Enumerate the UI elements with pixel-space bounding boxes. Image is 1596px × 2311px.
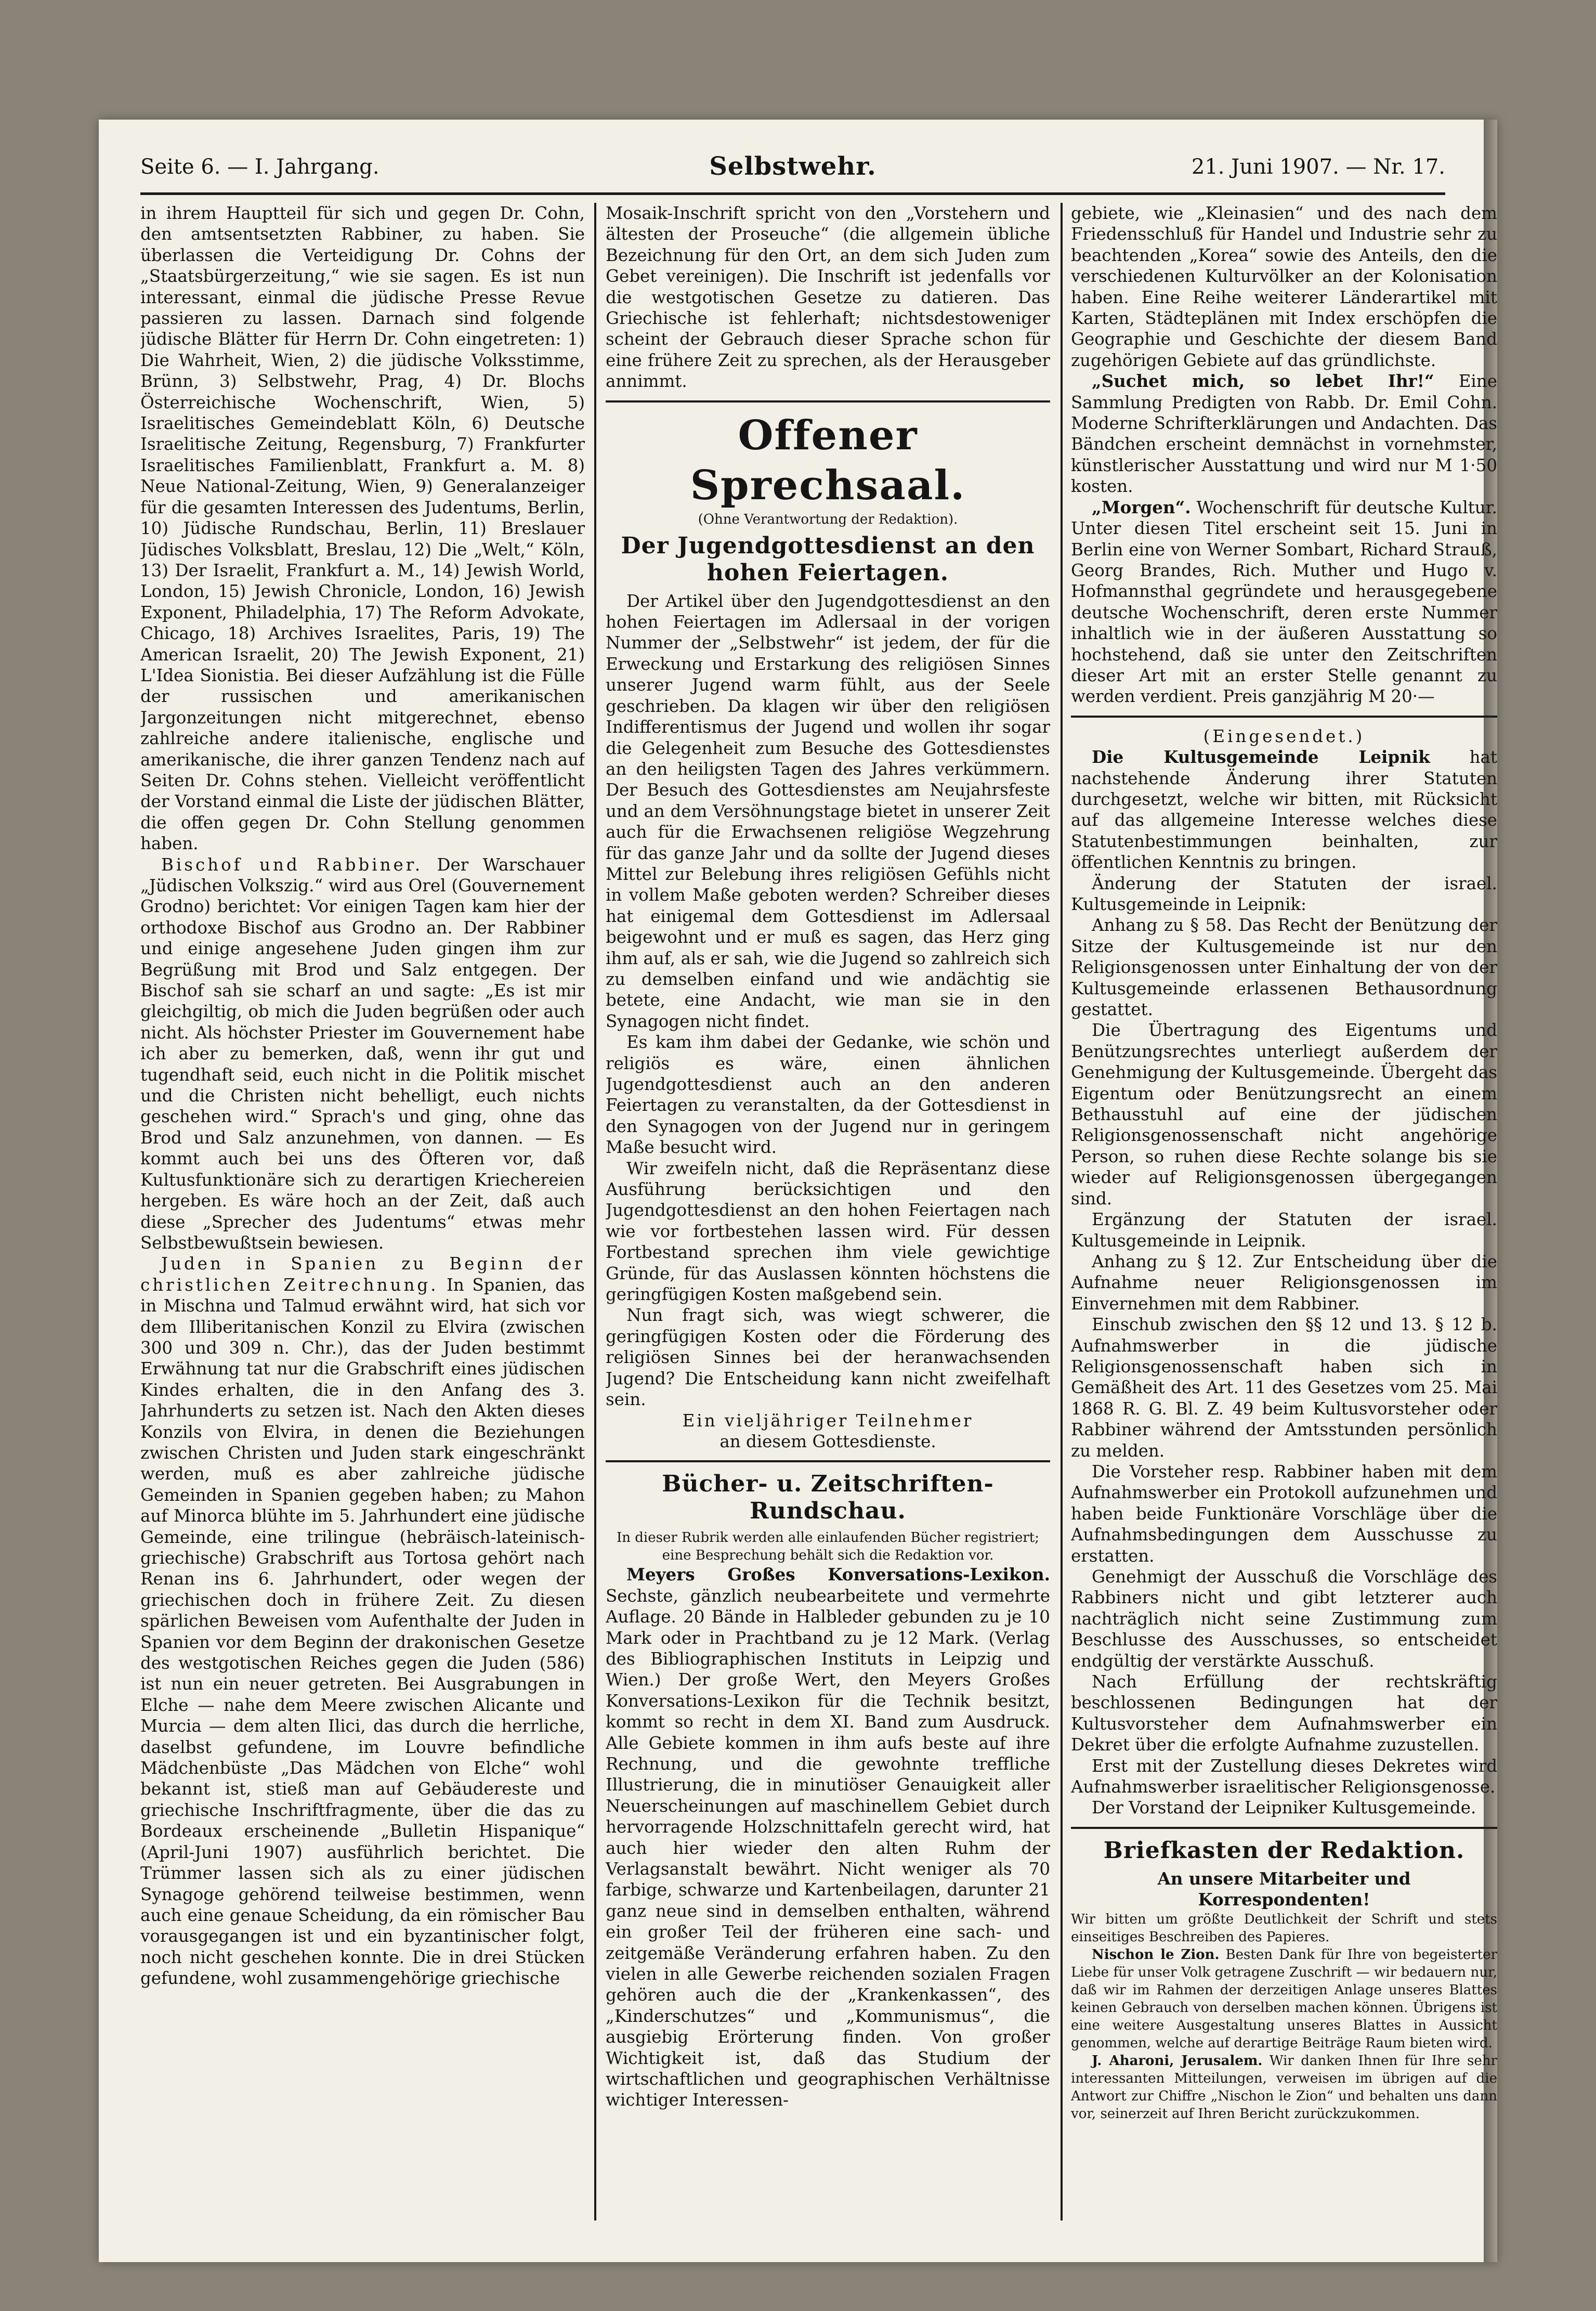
col3-text-suchet: Eine Sammlung Predigten von Rabb. Dr. Emil Cohn. Moderne Schrifterklärungen und Andachten. Das Bändchen erscheint demnächst in vornehmster, künstlerischer Ausstattung und wird nur M 1·50 kosten.	[1071, 371, 1497, 497]
newspaper-page	[99, 120, 1497, 2262]
rundschau-note: In dieser Rubrik werden alle einlaufenden Bücher registriert; eine Besprechung behält sich die Redaktion vor.	[616, 1530, 1040, 1564]
divider	[606, 400, 1050, 403]
col2-paragraph-1: Mosaik-Inschrift spricht von den „Vorstehern und ältesten der Proseuche“ (die allgemein übliche Bezeichnung für den Ort, an dem sich Juden zum Gebet vereinigen). Die Inschrift ist jedenfalls vor die westgotischen Gesetze zu datieren. Das Griechische ist fehlerhaft; nichtsdestoweniger scheint der Gebrauch dieser Sprache schon für eine frühere Zeit zu sprechen, als der Herausgeber annimmt.	[606, 203, 1050, 392]
col3-paragraph-3	[1071, 497, 1497, 707]
col3-kult-signature: Der Vorstand der Leipniker Kultusgemeinde.	[1092, 1798, 1476, 1818]
col1-heading-bischof: Bischof und Rabbiner.	[161, 854, 423, 875]
briefkasten-paragraph-3	[1071, 2052, 1497, 2123]
briefkasten-text-aharoni: Wir danken Ihnen für Ihre sehr interessanten Mitteilungen, verweisen im übrigen auf die Antwort zur Chiffre „Nischon le Zion“ und behalten uns dann vor, seinerzeit auf Ihren Bericht zurückzukommen.	[1071, 2053, 1497, 2122]
header-right: 21. Juni 1907. — Nr. 17.	[1191, 155, 1445, 179]
section-subnote: (Ohne Verantwortung der Redaktion).	[698, 511, 958, 527]
col3-paragraph-2	[1071, 371, 1497, 497]
article-title-jugendgottesdienst: Der Jugendgottesdienst an den hohen Feiertagen.	[621, 532, 1035, 586]
section-title-rundschau: Bücher- u. Zeitschriften-Rundschau.	[662, 1471, 994, 1525]
briefkasten-text-nischon: Besten Dank für Ihre von begeisterter Liebe für unser Volk getragene Zuschrift — wir bedauern nur, daß wir im Rahmen der derzeitigen Anlage unseres Blattes keinen Gebrauch von derselben machen können. Übrigens ist eine weitere Ausgestaltung unseres Blattes in Aussicht genommen, welche auf derartige Beiträge Raum bieten wird.	[1071, 1946, 1497, 2051]
briefkasten-paragraph-2	[1071, 1946, 1497, 2052]
divider	[1071, 716, 1497, 718]
col1-text-spanien: In Spanien, das in Mischna und Talmud erwähnt wird, hat sich vor dem Illiberitanischen Konzil zu Elvira (zwischen 300 und 309 n. Chr.), das der Juden bestimmt Erwähnung tat nur die Grabschrift eines jüdischen Kindes erhalten, die in den Anfang des 3. Jahrhunderts zu setzen ist. Nach den Akten dieses Konzils von Elvira, in denen die Beziehungen zwischen Christen und Juden stark eingeschränkt werden, muß es aber zahlreiche jüdische Gemeinden in Spanien gegeben haben; zu Mahon auf Minorca blühte im 5. Jahrhundert eine jüdische Gemeinde, eine trilingue (hebräisch-lateinisch-griechische) Grabschrift aus Tortosa gehört nach Renan ins 6. Jahrhundert, oder wegen der griechischen doch in frühere Zeit. Zu diesen spärlichen Beweisen vom Aufenthalte der Juden in Spanien vor dem Beginn der drakonischen Gesetze des westgotischen Reiches gegen die Juden (586) ist nun ein neuer getreten. Bei Ausgrabungen in Elche — nahe dem Meere zwischen Alicante und Murcia — dem alten Ilici, das durch die herrliche, daselbst gefundene, im Louvre befindliche Mädchenbüste „Das Mädchen von Elche“ wohl bekannt ist, stieß man auf Gebäudereste und griechische Inschriftfragmente, über die das zu Bordeaux erscheinende „Bulletin Hispanique“ (April-Juni 1907) ausführlich berichtet. Die Trümmer lassen sich als zu einer jüdischen Synagoge gehörend teilweise bestimmen, wenn auch eine genaue Scheidung, da ein römischer Bau vorausgegangen ist und ein byzantinischer folgt, noch nicht geschehen konnte. Die in drei Stücken gefundene, wohl zusammengehörige griechische	[140, 1275, 585, 1989]
col3-text-morgen: Wochenschrift für deutsche Kultur. Unter diesen Titel erscheint seit 15. Juni in Berlin eine von Werner Sombart, Richard Strauß, Georg Brandes, Rich. Muther und Hugo v. Hofmannsthal gegründete und herausgegebene deutsche Wochenschrift, deren erste Nummer inhaltlich wie in der äußeren Ausstattung so hochstehend, daß sie unter den Zeitschriften dieser Art mit an erster Stelle genannt zu werden verdient. Preis ganzjährig M 20·—	[1071, 497, 1497, 707]
briefkasten-paragraph-1: Wir bitten um größte Deutlichkeit der Schrift und stets einseitiges Beschreiben des Papieres.	[1071, 1911, 1497, 1945]
col3-kult-paragraph-1	[1071, 747, 1497, 873]
signature-line-1: Ein vieljähriger Teilnehmer	[682, 1410, 974, 1431]
divider	[1071, 1827, 1497, 1829]
column-3	[1071, 203, 1497, 2221]
col3-kult-paragraph-3: Anhang zu § 58. Das Recht der Benützung der Sitze der Kultusgemeinde ist nur den Religionsgenossen unter Einhaltung der von der Kultusgemeinde erlassenen Bethausordnung gestattet.	[1071, 915, 1497, 1020]
col2-article-paragraph-1: Der Artikel über den Jugendgottesdienst an den hohen Feiertagen im Adlersaal in der vorigen Nummer der „Selbstwehr“ ist jedem, der für die Erweckung und Erstarkung des religiösen Sinnes unserer Jugend warm fühlt, aus der Seele geschrieben. Da klagen wir über den religiösen Indifferentismus der Jugend und wollen ihr sogar die Gelegenheit zum Besuche des Gottesdienstes an den heiligsten Tagen des Jahres verkümmern. Der Besuch des Gottesdienstes am Neujahrsfeste und an dem Versöhnungstage bietet in unserer Zeit auch für die Erwachsenen religiöse Wegzehrung für das ganze Jahr und da sollte der Jugend dieses Mittel zur Belebung ihres religiösen Gefühls nicht in vollem Maße geboten werden? Schreiber dieses hat einigemal dem Gottesdienst im Adlersaal beigewohnt und er muß es sagen, das Herz ging ihm auf, als er sah, wie die Jugend so zahlreich sich zu demselben einfand und wie andächtig sie betete, eine Andacht, wie man sie in den Synagogen nicht findet.	[606, 591, 1050, 1031]
col2-article-paragraph-4: Nun fragt sich, was wiegt schwerer, die geringfügigen Kosten oder die Förderung des religiösen Sinnes bei der heranwachsenden Jugend? Die Entscheidung kann nicht zweifelhaft sein.	[606, 1305, 1050, 1410]
col3-kult-paragraph-2: Änderung der Statuten der israel. Kultusgemeinde in Leipnik:	[1071, 873, 1497, 914]
col3-kult-paragraph-5: Ergänzung der Statuten der israel. Kultusgemeinde in Leipnik.	[1071, 1210, 1497, 1251]
col3-heading-suchet: „Suchet mich, so lebet Ihr!“	[1092, 371, 1434, 392]
column-rule-2	[1061, 203, 1063, 2221]
col2-article-paragraph-3: Wir zweifeln nicht, daß die Repräsentanz diese Ausführung berücksichtigen und den Jugendgottesdienst an den hohen Feiertagen nach wie vor fortbestehen lassen wird. Für dessen Fortbestand sprechen ihm viele gewichtige Gründe, für das Auslassen könnten höchstens die geringfügigen Kosten maßgebend sein.	[606, 1158, 1050, 1305]
col3-paragraph-1: gebiete, wie „Kleinasien“ und des nach dem Friedensschluß für Handel und Industrie sehr zu beachtenden „Korea“ sowie des Anteils, den die verschiedenen Kulturvölker an der Kolonisation haben. Eine Reihe weiterer Länderartikel mit Karten, Städteplänen mit Index erschöpfen die Geographie und Geschichte der diesem Band zugehörigen Gebiete auf das gründlichste.	[1071, 203, 1497, 370]
column-2	[606, 203, 1050, 2221]
col1-paragraph-1: in ihrem Hauptteil für sich und gegen Dr. Cohn, den amtsentsetzten Rabbiner, zu haben. Sie überlassen die Verteidigung Dr. Cohns der „Staatsbürgerzeitung,“ wie sie sagen. Es ist nun interessant, einmal die jüdische Presse Revue passieren zu lassen. Darnach sind folgende jüdische Blätter für Herrn Dr. Cohn eingetreten: 1) Die Wahrheit, Wien, 2) die jüdische Volksstimme, Brünn, 3) Selbstwehr, Prag, 4) Dr. Blochs Österreichische Wochenschrift, Wien, 5) Israelitisches Gemeindeblatt Köln, 6) Deutsche Israelitische Zeitung, Regensburg, 7) Frankfurter Israelitisches Familienblatt, Frankfurt a. M. 8) Neue National-Zeitung, Wien, 9) Generalanzeiger für die gesamten Interessen des Judentums, Berlin, 10) Jüdische Rundschau, Berlin, 11) Breslauer Jüdisches Volksblatt, Breslau, 12) Die „Welt,“ Köln, 13) Der Israelit, Frankfurt a. M., 14) Jewish World, London, 15) Jewish Chronicle, London, 16) Jewish Exponent, Philadelphia, 17) The Reform Advokate, Chicago, 18) Archives Israelites, Paris, 19) The American Israelit, 20) The Jewish Exponent, 21) L'Idea Sionistia. Bei dieser Aufzählung ist die Fülle der russischen und amerikanischen Jargonzeitungen nicht mitgerechnet, ebenso zahlreiche andere italienische, englische und amerikanische, die ihrer ganzen Tendenz nach auf Seiten Dr. Cohns stehen. Vielleicht veröffentlicht der Vorstand einmal die Liste der jüdischen Blätter, die offen gegen Dr. Cohn Stellung genommen haben.	[140, 203, 585, 854]
col2-article-paragraph-2: Es kam ihm dabei der Gedanke, wie schön und religiös es wäre, einen ähnlichen Jugendgottesdienst auch an den anderen Feiertagen zu veranstalten, da der Gottesdienst in den Synagogen von der Jugend nur in geringem Maße besucht wird.	[606, 1032, 1050, 1158]
signature-line-2: an diesem Gottesdienste.	[719, 1431, 936, 1451]
header-left: Seite 6. — I. Jahrgang.	[140, 155, 380, 179]
section-title-sprechsaal: Offener Sprechsaal.	[690, 411, 966, 509]
column-1	[140, 203, 585, 2221]
masthead-title: Selbstwehr.	[709, 152, 877, 181]
section-title-briefkasten: Briefkasten der Redaktion.	[1103, 1837, 1465, 1864]
col1-paragraph-3	[140, 1253, 585, 1989]
col3-heading-morgen: „Morgen“.	[1092, 497, 1191, 517]
eingesendet-label: (Eingesendet.)	[1203, 726, 1365, 746]
briefkasten-heading-nischon: Nischon le Zion.	[1092, 1946, 1220, 1963]
column-rule-1	[594, 203, 596, 2221]
lexikon-heading: Meyers Großes Konversations-Lexikon.	[626, 1564, 1050, 1585]
divider	[606, 1460, 1050, 1462]
briefkasten-subtitle: An unsere Mitarbeiter und Korrespondenten!	[1157, 1868, 1411, 1910]
col1-heading-spanien: Juden in Spanien zu Beginn der christlichen Zeitrechnung.	[140, 1254, 585, 1295]
page-header	[140, 151, 1445, 195]
col3-kult-paragraph-4: Die Übertragung des Eigentums und Benützungsrechtes unterliegt außerdem der Genehmigung der Kultusgemeinde. Übergeht das Eigentum oder Benützungsrecht an einem Bethausstuhl auf eine der jüdischen Religionsgenossenschaft nicht angehörige Person, so ruhen diese Rechte solange bis sie wieder auf Religionsgenossen übergegangen sind.	[1071, 1020, 1497, 1209]
col3-kult-paragraph-6: Anhang zu § 12. Zur Entscheidung über die Aufnahme neuer Religionsgenossen im Einvernehmen mit dem Rabbiner.	[1071, 1251, 1497, 1314]
col3-kult-paragraph-8: Die Vorsteher resp. Rabbiner haben mit dem Aufnahmswerber ein Protokoll aufzunehmen und haben beide Funktionäre Vorschläge über die Aufnahmsbedingungen dem Ausschusse zu erstatten.	[1071, 1461, 1497, 1566]
col3-kult-paragraph-10: Nach Erfüllung der rechtskräftig beschlossenen Bedingungen hat der Kultusvorsteher dem Aufnahmswerber ein Dekret über die erfolgte Aufnahme zuzustellen.	[1071, 1672, 1497, 1755]
col3-kult-paragraph-9: Genehmigt der Ausschuß die Vorschläge des Rabbiners nicht und gibt letzterer auch nachträglich nicht seine Zustimmung zum Beschlusse des Ausschusses, so entscheidet endgültig der verstärkte Ausschuß.	[1071, 1567, 1497, 1671]
lexikon-text: Sechste, gänzlich neubearbeitete und vermehrte Auflage. 20 Bände in Halbleder gebunden zu je 10 Mark oder in Prachtband zu je 12 Mark. (Verlag des Bibliographischen Instituts in Leipzig und Wien.) Der große Wert, den Meyers Großes Konversations-Lexikon für die Technik besitzt, kommt so recht in dem XI. Band zum Ausdruck. Alle Gebiete kommen in ihm aufs beste auf ihre Rechnung, und die gewohnte treffliche Illustrierung, die in minutiöser Genauigkeit aller Neuerscheinungen auf maschinellem Gebiet durch hervorragende Holzschnittafeln gerecht wird, hat auch hier wieder den alten Ruhm der Verlagsanstalt bewährt. Nicht weniger als 70 farbige, schwarze und Kartenbeilagen, darunter 21 ganz neue sind in demselben enthalten, während ein großer Teil der früheren eine sach- und zeitgemäße Veränderung erfahren haben. Zu den vielen in alle Gewerbe reichenden sozialen Fragen gehören auch die der „Krankenkassen“, des „Kinderschutzes“ und „Kommunismus“, die ausgiebig Erörterung finden. Von großer Wichtigkeit ist, daß das Studium der wirtschaftlichen und geographischen Verhältnisse wichtiger Interessen-	[606, 1586, 1050, 2110]
col3-kult-paragraph-11: Erst mit der Zustellung dieses Dekretes wird Aufnahmswerber israelitischer Religionsgenosse.	[1071, 1756, 1497, 1797]
briefkasten-heading-aharoni: J. Aharoni, Jerusalem.	[1092, 2053, 1263, 2069]
kult-text-1: hat nachstehende Änderung ihrer Statuten durchgesetzt, welche wir bitten, mit Rücksicht auf das allgemeine Interesse welches diese Statutenbestimmungen beinhalten, zur öffentlichen Kenntnis zu bringen.	[1071, 747, 1497, 873]
col1-text-bischof: Der Warschauer „Jüdischen Volkszig.“ wird aus Orel (Gouvernement Grodno) berichtet: Vor einigen Tagen kam hier der orthodoxe Bischof aus Grodno an. Der Rabbiner und einige angesehene Juden gingen ihm zur Begrüßung mit Brod und Salz entgegen. Der Bischof sah sie scharf an und sagte: „Es ist mir gleichgiltig, ob mich die Juden begrüßen oder auch nicht. Als höchster Priester im Gouvernement habe ich aber zu bemerken, daß, wenn ihr gut und tugendhaft seid, euch nicht in die Politik mischet und die Christen nicht behelligt, euch nichts geschehen wird.“ Sprach's und ging, ohne das Brod und Salz anzunehmen, von dannen. — Es kommt auch bei uns des Öfteren vor, daß Kultusfunktionäre sich zu derartigen Kriechereien hergeben. Es wäre hoch an der Zeit, daß auch diese „Sprecher des Judentums“ etwas mehr Selbstbewußtsein bewiesen.	[140, 854, 585, 1253]
col3-kult-paragraph-7: Einschub zwischen den §§ 12 und 13. § 12 b. Aufnahmswerber in die jüdische Religionsgenossenschaft haben sich in Gemäßheit des Art. 11 des Gesetzes vom 25. Mai 1868 R. G. Bl. Z. 49 beim Kultusvorsteher oder Rabbiner während der Amtsstunden persönlich zu melden.	[1071, 1315, 1497, 1461]
col1-paragraph-2	[140, 854, 585, 1254]
col2-lexikon-paragraph	[606, 1564, 1050, 2111]
kult-heading: Die Kultusgemeinde Leipnik	[1092, 747, 1430, 768]
